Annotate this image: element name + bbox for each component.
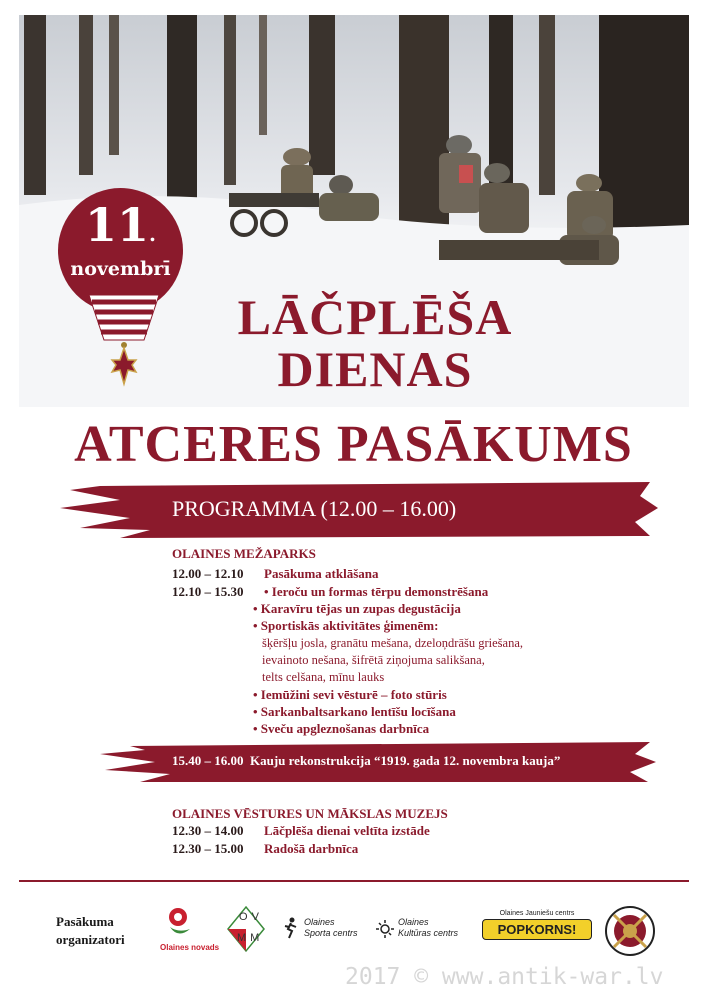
title-line1: LĀČPLĒŠA [237,289,513,345]
popkorns-logo-text: POPKORNS! [482,919,592,940]
date-day-dot: . [149,222,156,246]
watermark: 2017 © www.antik-war.lv [345,964,664,990]
section1-title: OLAINES MEŽAPARKS [172,546,316,561]
novads-emblem-icon [160,905,220,939]
row-text: Lāčplēša dienai veltīta izstāde [264,823,430,838]
footer-divider [19,880,689,882]
sport-logo-line2: Sporta centrs [304,928,358,938]
section2-title: OLAINES VĒSTURES UN MĀKSLAS MUZEJS [172,806,448,821]
ovmm-letter-o: O [239,911,252,923]
row-time: 12.30 – 14.00 [172,823,244,838]
program-title: PROGRAMMA (12.00 – 16.00) [172,496,457,521]
organizers-label-line1: Pasākuma [56,914,114,929]
activity-detail: šķēršļu josla, granātu mešana, dzeloņdrāšu griešana, [262,636,524,650]
kultura-logo-line2: Kultūras centrs [398,928,459,938]
organizers-label-line2: organizatori [56,932,125,947]
row-time: 12.10 – 15.30 [172,584,244,599]
kulturas-centrs-logo [376,915,476,949]
ovmm-letter-m1: M [237,932,251,944]
kultura-logo-line1: Olaines [398,917,429,927]
ovmm-letter-m2: M [250,932,264,944]
runner-icon [284,917,298,939]
row-time: 12.30 – 15.00 [172,841,244,856]
activity-detail: telts celšana, mīnu lauks [262,670,385,684]
row-time: 12.00 – 12.10 [172,566,244,581]
list-item: • Sveču apgleznošanas darbnīca [253,721,430,736]
organizers-label [56,913,125,949]
sporta-centrs-logo [284,915,364,949]
ovmm-letter-v: V [251,911,263,923]
medal-icon [84,290,164,390]
olaines-novads-logo [160,905,220,955]
date-day [58,198,183,252]
title-line3: ATCERES PASĀKUMS [74,416,633,473]
schedule-row [172,823,430,839]
title-line2: DIENAS [277,341,473,397]
schedule-row [172,841,358,857]
sport-logo-line1: Olaines [304,917,335,927]
row-text: Radošā darbnīca [264,841,359,856]
ovmm-logo [226,905,266,955]
sun-icon [376,919,394,939]
reconstruction-time: 15.40 – 16.00 [172,753,244,768]
activity-detail: ievainoto nešana, šifrētā ziņojuma salikšana, [262,653,485,667]
list-item: • Sarkanbaltsarkano lentīšu locīšana [253,704,456,719]
schedule-row [172,566,379,582]
row-text: Pasākuma atklāšana [264,566,379,581]
row-text: • Ieroču un formas tērpu demonstrēšana [264,584,489,599]
popkorns-logo-top: Olaines Jauniešu centrs [499,910,575,917]
date-month: novembrī [70,258,171,280]
list-item: • Iemūžini sevi vēsturē – foto stūris [253,687,447,702]
list-item: • Karavīru tējas un zupas degustācija [253,601,461,616]
club-emblem-icon [604,905,656,957]
reconstruction-text: Kauju rekonstrukcija “1919. gada 12. novembra kauja” [250,753,561,768]
schedule-row [172,584,488,600]
date-day-number: 11 [85,198,150,252]
popkorns-logo [482,910,592,950]
novads-logo-text: Olaines novads [160,943,220,952]
list-item: • Sportiskās aktivitātes ģimenēm: [253,618,439,633]
reconstruction-row [172,753,560,769]
